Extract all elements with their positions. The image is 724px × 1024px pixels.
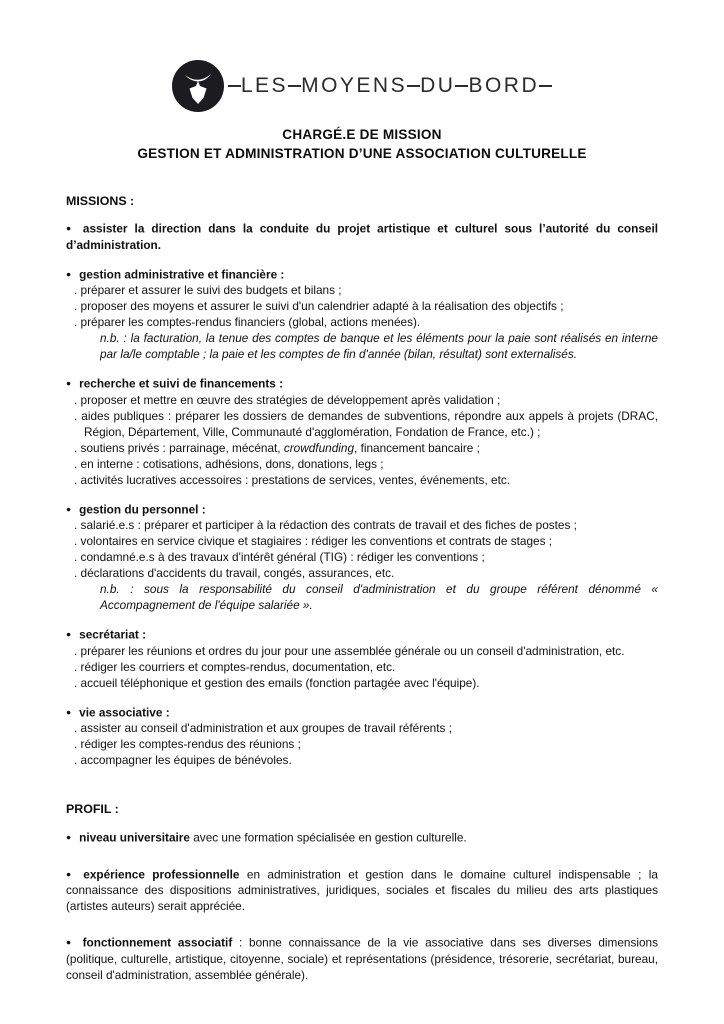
title-line-1: CHARGÉ.E DE MISSION	[282, 127, 442, 142]
logo-strike-line	[288, 85, 301, 87]
section-item	[74, 720, 658, 736]
item-text: . proposer et mettre en œuvre des stratégies de développement après validation ;	[74, 392, 501, 407]
item-text: . en interne : cotisations, adhésions, dons, donations, legs ;	[74, 456, 384, 471]
mission-section	[66, 375, 658, 488]
section-item	[74, 736, 658, 752]
logo-word: BORD	[468, 74, 540, 97]
bullet-icon: ●	[66, 937, 75, 947]
section-title	[66, 375, 658, 392]
item-text: . aides publiques : préparer les dossiers de demandes de subventions, répondre aux appels à projets (DRAC, Région, Département, Ville, Communauté d'agglomération, Fondation de France, etc.) ;	[74, 408, 658, 439]
bullet-icon: ●	[66, 268, 72, 279]
section-title	[66, 266, 658, 283]
profil-bullet	[66, 829, 658, 846]
section-item	[74, 517, 658, 533]
section-title-text: secrétariat :	[79, 627, 147, 642]
mission-sections	[66, 266, 658, 769]
bullet-icon: ●	[66, 868, 76, 879]
item-text: . condamné.e.s à des travaux d'intérêt général (TIG) : rédiger les conventions ;	[74, 550, 485, 564]
item-text: . volontaires en service civique et stagiaires : rédiger les conventions et contrats de stages ;	[74, 534, 553, 548]
section-item	[74, 392, 658, 408]
item-text: . soutiens privés : parrainage, mécénat,	[74, 440, 284, 455]
section-item	[74, 659, 658, 675]
section-title-text: recherche et suivi de financements :	[79, 376, 284, 391]
section-item	[74, 549, 658, 565]
section-item	[74, 408, 658, 440]
section-title-text: gestion du personnel :	[79, 502, 206, 516]
profil-bullet-text: en administration et gestion dans le domaine culturel indispensable ; la connaissance des dispositions administratives, juridiques, sociales et fiscales du milieu des arts plastiques (artistes auteurs) serait appréciée.	[66, 867, 658, 913]
item-text: . préparer les réunions et ordres du jour pour une assemblée générale ou un conseil d'administration, etc.	[74, 643, 625, 658]
section-title	[66, 704, 658, 721]
bullet-icon: ●	[66, 503, 72, 514]
logo-word: DU	[420, 74, 456, 97]
profil-bullet-text: avec une formation spécialisée en gestion culturelle.	[189, 830, 467, 845]
profil-bullet-lead: fonctionnement associatif	[82, 935, 233, 950]
bullet-icon: ●	[66, 832, 72, 842]
item-text: , financement bancaire ;	[354, 440, 480, 455]
logo-strike-line	[539, 85, 552, 87]
logo-word: LES	[240, 74, 289, 97]
item-text: . accueil téléphonique et gestion des emails (fonction partagée avec l'équipe).	[74, 675, 480, 690]
profil-bullet	[66, 934, 658, 983]
item-text: . assister au conseil d'administration et aux groupes de travail référents ;	[74, 721, 452, 735]
mission-section	[66, 626, 658, 691]
item-text: . déclarations d'accidents du travail, congés, assurances, etc.	[74, 566, 395, 580]
item-text: . proposer des moyens et assurer le suivi d'un calendrier adapté à la réalisation des objectifs ;	[74, 299, 564, 313]
mission-section	[66, 501, 658, 614]
item-text: . salarié.e.s : préparer et participer à la rédaction des contrats de travail et des fiches de postes ;	[74, 518, 577, 532]
mission-section	[66, 704, 658, 769]
bullet-icon: ●	[66, 706, 72, 717]
section-item	[74, 533, 658, 549]
section-item	[74, 565, 658, 581]
item-text: . activités lucratives accessoires : prestations de services, ventes, événements, etc.	[74, 472, 511, 487]
page-title	[66, 125, 658, 163]
logo-word: MOYENS	[301, 74, 408, 97]
item-text: crowdfunding	[283, 440, 355, 455]
bullet-icon: ●	[66, 629, 72, 639]
section-item	[74, 298, 658, 314]
item-text: . préparer les comptes-rendus financiers (global, actions menées).	[74, 315, 421, 329]
title-line-2: GESTION ET ADMINISTRATION D’UNE ASSOCIATION CULTURELLE	[137, 146, 587, 161]
item-text: . rédiger les courriers et comptes-rendus, documentation, etc.	[74, 659, 396, 674]
logo-strike-line	[455, 85, 468, 87]
missions-heading: MISSIONS :	[66, 194, 135, 208]
profil-bullet-lead: niveau universitaire	[79, 830, 190, 845]
section-item	[74, 643, 658, 659]
item-text: . rédiger les comptes-rendus des réunions ;	[74, 737, 301, 751]
item-text: . préparer et assurer le suivi des budgets et bilans ;	[74, 283, 342, 297]
bullet-icon: ●	[66, 378, 72, 388]
profil-heading: PROFIL :	[66, 802, 119, 816]
logo-strike-line	[407, 85, 420, 87]
section-title-text: gestion administrative et financière :	[79, 267, 285, 281]
section-item	[74, 752, 658, 768]
section-item	[74, 472, 658, 488]
shovel-logo-icon	[172, 60, 224, 112]
section-item	[74, 440, 658, 456]
section-item	[74, 456, 658, 472]
section-note: n.b. : la facturation, la tenue des comptes de banque et les éléments pour la paie sont réalisés en interne par la/le comptable ; la paie et les comptes de fin d'année (bilan, résultat) sont externalisés.	[100, 331, 658, 361]
missions-intro-text: assister la direction dans la conduite du projet artistique et culturel sous l’autorité du conseil d’administration.	[66, 221, 659, 252]
profil-bullet-lead: expérience professionnelle	[83, 867, 240, 881]
bullet-icon: ●	[66, 223, 75, 233]
missions-intro	[66, 220, 658, 253]
item-text: . accompagner les équipes de bénévoles.	[74, 753, 292, 767]
section-note: n.b. : sous la responsabilité du conseil d'administration et du groupe référent dénommé « Accompagnement de l'équipe salariée ».	[100, 582, 658, 612]
section-item	[74, 314, 658, 330]
logo-strike-line	[228, 85, 241, 87]
section-title	[66, 626, 658, 643]
section-item	[74, 282, 658, 298]
logo-wordmark	[228, 74, 552, 98]
profil-bullet	[66, 866, 658, 915]
section-item	[74, 675, 658, 691]
profil-bullets	[66, 829, 658, 983]
section-title	[66, 501, 658, 518]
section-title-text: vie associative :	[79, 705, 170, 719]
profil-bullet-text: : bonne connaissance de la vie associative dans ses diverses dimensions (politique, culturelle, artistique, citoyenne, sociale) et représentations (présidence, trésorerie, secrétariat, bureau, conseil d'administration, assemblée générale).	[66, 935, 659, 982]
mission-section	[66, 266, 658, 363]
logo	[66, 60, 658, 112]
